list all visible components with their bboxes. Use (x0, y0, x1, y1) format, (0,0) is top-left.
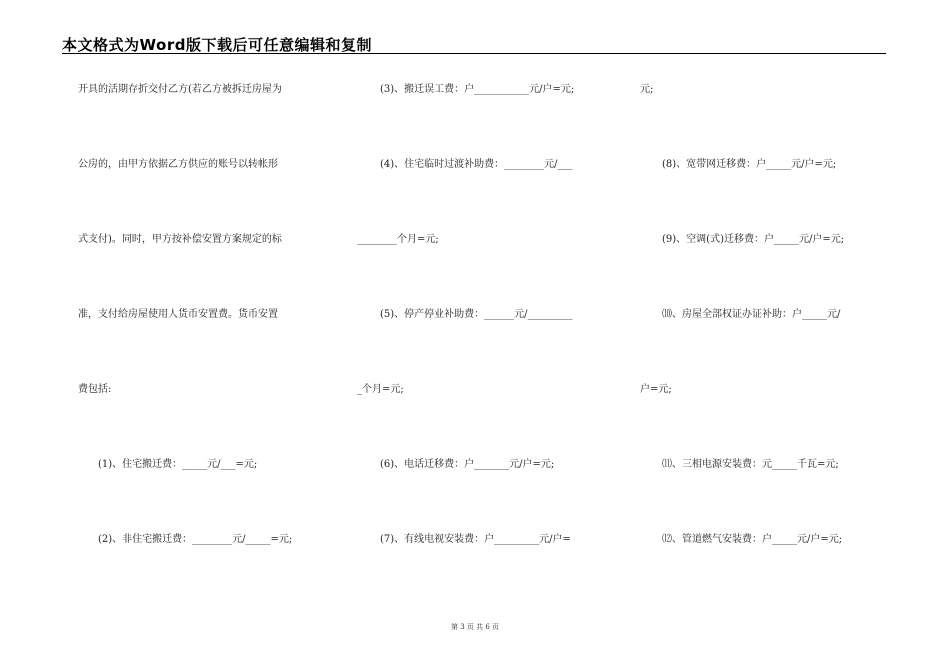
col3-line-1: 元; (640, 84, 654, 95)
col2-line-7: (7)、有线电视安装费：户_________元/户= (380, 534, 571, 545)
col1-line-3: 式支付)。同时，甲方按补偿安置方案规定的标 (78, 234, 282, 245)
page-number: 第 3 页 共 6 页 (450, 623, 500, 631)
col3-line-2: (8)、宽带网迁移费：户_____元/户=元; (662, 159, 837, 170)
col1-line-5: 费包括: (78, 384, 112, 395)
col2-line-3: ________个月=元; (357, 234, 439, 245)
col2-line-2: (4)、住宅临时过渡补助费：________元/___ (380, 159, 573, 170)
col1-line-6: (1)、住宅搬迁费：_____元/___=元; (98, 459, 258, 470)
col3-line-7: ⑿、管道燃气安装费：户_____元/户=元; (662, 534, 843, 545)
col1-line-2: 公房的，由甲方依据乙方供应的账号以转帐形 (78, 159, 278, 170)
col2-line-1: (3)、搬迁误工费：户___________元/户=元; (380, 84, 575, 95)
col2-line-6: (6)、电话迁移费：户_______元/户=元; (380, 459, 555, 470)
col3-line-5: 户=元; (640, 384, 672, 395)
document-header (62, 34, 886, 55)
col1-line-7: (2)、非住宅搬迁费：________元/_____=元; (98, 534, 293, 545)
col2-line-5: _个月=元; (357, 384, 404, 395)
header-divider (62, 53, 886, 54)
col2-line-4: (5)、停产停业补助费：______元/_________ (380, 309, 573, 320)
col3-line-6: ⑾、三相电源安装费：元_____千瓦=元; (662, 459, 839, 470)
col3-line-4: ⑽、房屋全部权证办证补助：户_____元/ (662, 309, 841, 320)
header-title: 本文格式为Word版下载后可任意编辑和复制 (62, 36, 372, 54)
col1-line-1: 开具的活期存折交付乙方(若乙方被拆迁房屋为 (78, 84, 282, 95)
col1-line-4: 准，支付给房屋使用人货币安置费。货币安置 (78, 309, 278, 320)
col3-line-3: (9)、空调(式)迁移费：户_____元/户=元; (662, 234, 845, 245)
